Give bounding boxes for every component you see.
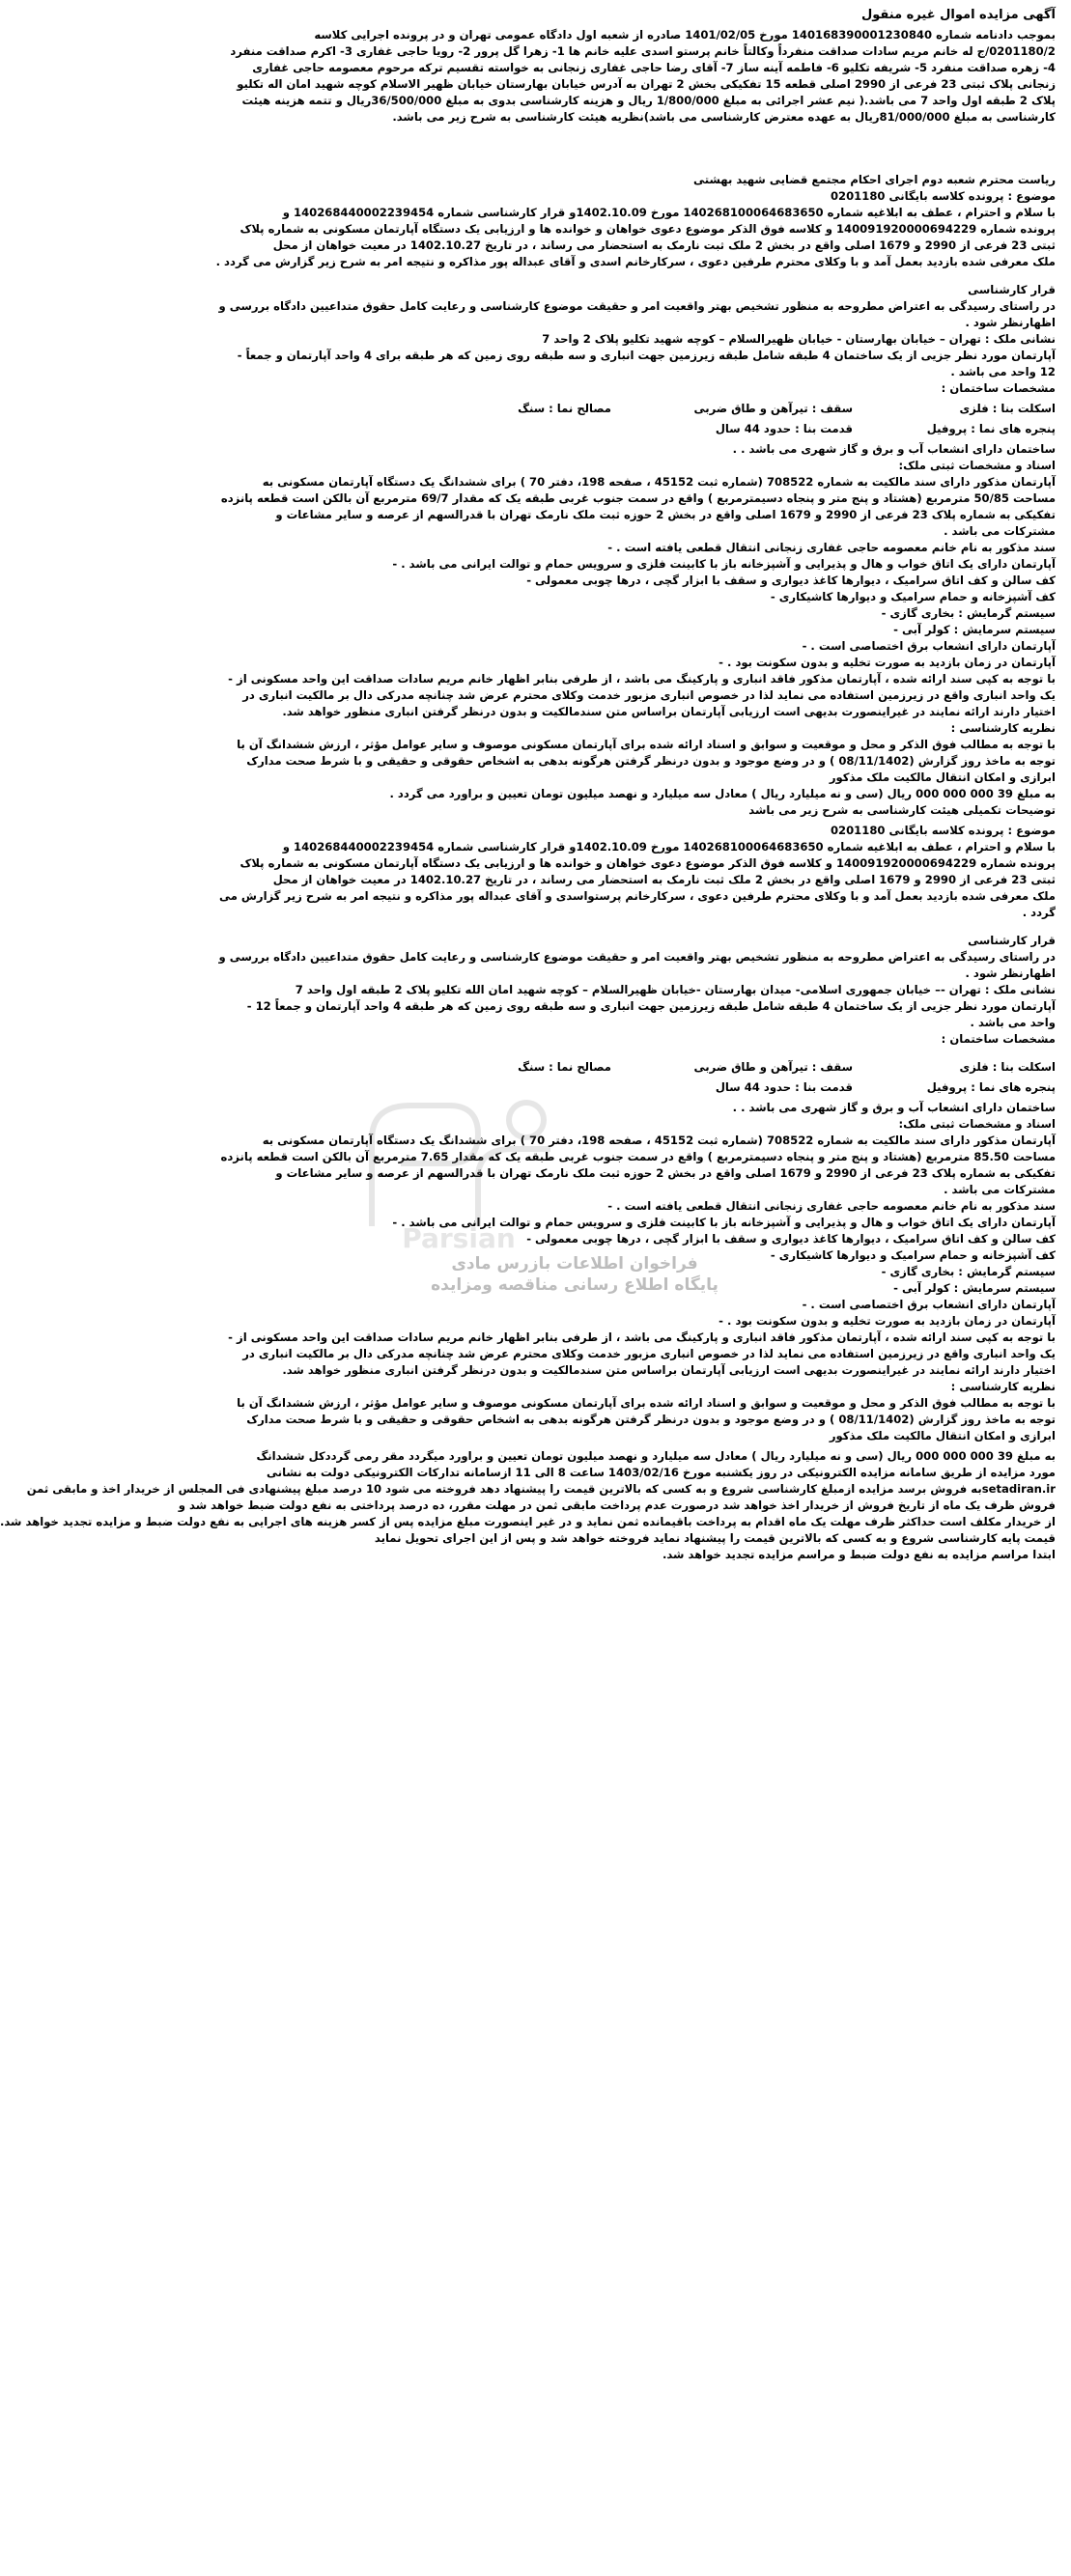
text-line: به مبلغ 39 000 000 000 ریال (سی و نه میلیارد ریال ) معادل سه میلیارد و نهصد میلیون تومان تعیین و براورد می گردد . — [389, 787, 1056, 800]
footer-lines — [0, 1448, 1056, 1563]
spec-skeleton: اسکلت بنا : فلزی — [959, 1060, 1056, 1074]
text-line: اسناد و مشخصات ثبتی ملک: — [898, 1117, 1056, 1131]
report2-spec-row-2 — [98, 1079, 1056, 1096]
text-line: تفکیکی به شماره پلاک 23 فرعی از 2990 و 1679 اصلی واقع در بخش 2 حوزه ثبت ملک نارمک تهران با قدرالسهم از عرصه و سایر مشاعات و — [275, 508, 1056, 521]
text-line: نظریه کارشناسی : — [950, 1380, 1056, 1393]
text-line: آپارتمان مورد نظر جزیی از یک ساختمان 4 طبقه شامل طبقه زیرزمین جهت انباری و سه طبقه روی زمین که هر طبقه 4 واحد آپارتمان و جمعاً 12 - — [246, 999, 1056, 1013]
notice-title: آگهی مزایده اموال غیره منقول — [861, 8, 1056, 22]
text-line: با توجه به مطالب فوق الذکر و محل و موقعیت و سوابق و اسناد ارائه شده برای آپارتمان مسکونی موصوف و سایر عوامل مؤثر ، ارزش ششدانگ آن با — [237, 738, 1056, 751]
text-line: توجه به ماخذ روز گزارش (08/11/1402 ) و در وضع موجود و بدون درنظر گرفتن هرگونه بدهی به اشخاص حقوقی و حقیقی و با شرط صحت مدارک — [246, 754, 1056, 768]
spec-skeleton: اسکلت بنا : فلزی — [959, 402, 1056, 415]
text-line: ملک معرفی شده بازدید بعمل آمد و با وکلای محترم طرفین دعوی ، سرکارخانم پرستواسدی و آقای عبداله پور مذاکره و نتیجه امر به شرح زیر گزارش می — [218, 889, 1056, 903]
expert-report-2 — [98, 823, 1056, 1444]
text-line: ملک معرفی شده بازدید بعمل آمد و با وکلای محترم طرفین دعوی ، سرکارخانم اسدی و آقای عبداله پور مذاکره و نتیجه امر به شرح زیر گزارش می گردد . — [215, 255, 1056, 268]
text-line: پلاک 2 طبقه اول واحد 7 می باشد.( نیم عشر اجرائی به مبلغ 1/800/000 ریال و هزینه کارشناسی بدوی به مبلغ 36/500/000ریال و تتمه هزینه هیئت — [241, 94, 1056, 107]
text-line: موضوع : پرونده کلاسه بایگانی 0201180 — [830, 824, 1056, 837]
text-line: کف آشپزخانه و حمام سرامیک و دیوارها کاشیکاری - — [770, 1248, 1056, 1262]
text-line: سند مذکور به نام خانم معصومه حاجی غفاری زنجانی انتقال قطعی یافته است . - — [607, 1199, 1056, 1213]
spec-age: قدمت بنا : حدود 44 سال — [715, 1080, 853, 1094]
text-line: سند مذکور به نام خانم معصومه حاجی غفاری زنجانی انتقال قطعی یافته است . - — [607, 541, 1056, 554]
spec-age: قدمت بنا : حدود 44 سال — [715, 422, 853, 435]
watermark-line-1: فراخوان اطلاعات بازرس مادی — [451, 1254, 698, 1274]
text-line: 0201180/2/ج له خانم مریم سادات صداقت منفرداً وکالتاً خانم پرستو اسدی علیه خانم ها 1- زهرا گل پرور 2- رویا حاجی غفاری 3- اکرم صداقت منفرد — [230, 44, 1056, 58]
spec-facade: مصالح نما : سنگ — [518, 1060, 611, 1074]
text-line: در راستای رسیدگی به اعتراض مطروحه به منظور تشخیص بهتر واقعیت امر و حقیقت موضوع کارشناسی و رعایت کامل حقوق متداعیین دادگاه بررسی و — [218, 299, 1056, 313]
text-line: تفکیکی به شماره پلاک 23 فرعی از 2990 و 1679 اصلی واقع در بخش 2 حوزه ثبت ملک نارمک تهران با قدرالسهم از عرصه و سایر مشاعات و — [275, 1166, 1056, 1180]
text-line: پرونده شماره 140091920000694229 و کلاسه فوق الذکر موضوع دعوی خواهان و خوانده ها و ارزیابی یک دستگاه آپارتمان مسکونی به شماره پلاک — [240, 222, 1056, 236]
text-line: آپارتمان مذکور دارای سند مالکیت به شماره 708522 (شماره ثبت 45152 ، صفحه 198، دفتر 70 ) برای ششدانگ یک دستگاه آپارتمان مسکونی به — [262, 1134, 1056, 1147]
text-line: یک واحد انباری واقع در زیرزمین استفاده می نماید لذا در خصوص انباری مزبور خدمت وکلای محترم عرض شد چنانچه مدرکی دال بر مالکیت انباری در — [242, 688, 1056, 702]
report1-details — [98, 441, 1056, 819]
text-line: آپارتمان مذکور دارای سند مالکیت به شماره 708522 (شماره ثبت 45152 ، صفحه 198، دفتر 70 ) برای ششدانگ یک دستگاه آپارتمان مسکونی به — [262, 475, 1056, 489]
text-line: کف آشپزخانه و حمام سرامیک و دیوارها کاشیکاری - — [770, 590, 1056, 603]
text-line: آپارتمان دارای انشعاب برق اختصاصی است . - — [802, 639, 1056, 653]
spec-roof: سقف : تیرآهن و طاق ضربی — [693, 1060, 853, 1074]
text-line: اختیار دارند ارائه نمایند در غیراینصورت بدیهی است ارزیابی آپارتمان براساس متن سندمالکیت و بدون درنظر گرفتن انباری منظور خواهد شد. — [282, 705, 1056, 718]
text-line: با توجه به کپی سند ارائه شده ، آپارتمان مذکور فاقد انباری و پارکینگ می باشد ، از طرفی بنابر اظهار خانم مریم سادات صداقت این واحد مسکونی از - — [228, 672, 1056, 686]
text-line: قرار کارشناسی — [968, 283, 1056, 296]
text-line: زنجانی پلاک ثبتی 23 فرعی از 2990 اصلی قطعه 15 تفکیکی بخش 2 تهران به آدرس خیابان بهارستان خیابان ظهیر الاسلام کوچه شهید امان اله تکلیو — [237, 77, 1056, 91]
report2-details — [98, 1100, 1056, 1444]
text-line: با توجه به کپی سند ارائه شده ، آپارتمان مذکور فاقد انباری و پارکینگ می باشد ، از طرفی بنابر اظهار خانم مریم سادات صداقت این واحد مسکونی از - — [228, 1330, 1056, 1344]
text-line: 4- زهره صداقت منفرد 5- شریفه تکلیو 6- فاطمه آینه ساز 7- آقای رضا حاجی غفاری زنجانی به خواسته تقسیم ترکه مرحوم معصومه حاجی غفاری — [252, 61, 1056, 74]
notice-header — [98, 6, 1056, 126]
text-line: به مبلغ 39 000 000 000 ریال (سی و نه میلیارد ریال ) معادل سه میلیارد و نهصد میلیون تومان تعیین و براورد میگردد مقر رمی گرددکل ششدانگ — [256, 1449, 1056, 1463]
text-line: در راستای رسیدگی به اعتراض مطروحه به منظور تشخیص بهتر واقعیت امر و حقیقت موضوع کارشناسی و رعایت کامل حقوق متداعیین دادگاه بررسی و — [218, 950, 1056, 964]
text-line: با توجه به مطالب فوق الذکر و محل و موقعیت و سوابق و اسناد ارائه شده برای آپارتمان مسکونی موصوف و سایر عوامل مؤثر ، ارزش ششدانگ آن با — [237, 1396, 1056, 1410]
text-line: کف سالن و کف اتاق سرامیک ، دیوارها کاغذ دیواری و سقف با ابزار گچی ، درها چوبی معمولی - — [526, 1232, 1056, 1246]
text-line: اظهارنظر شود . — [965, 966, 1056, 980]
text-line: مورد مزایده از طریق سامانه مزایده الکترونیکی در روز یکشنبه مورخ 1403/02/16 ساعت 8 الی 11 ازسامانه تدارکات الکترونیکی دولت به نشانی — [267, 1466, 1056, 1479]
text-line: مشخصات ساختمان : — [941, 381, 1056, 395]
header-lines — [98, 27, 1056, 126]
auction-terms — [0, 1448, 1056, 1563]
text-line: مساحت 50/85 مترمربع (هشتاد و پنج متر و پنجاه دسیمترمربع ) واقع در سمت جنوب غربی طبقه یک که مقدار 69/7 مترمربع آن بالکن است قطعه پانزده — [220, 491, 1056, 505]
text-line: پرونده شماره 140091920000694229 و کلاسه فوق الذکر موضوع دعوی خواهان و خوانده ها و ارزیابی یک دستگاه آپارتمان مسکونی به شماره پلاک — [240, 856, 1056, 870]
report1-intro — [98, 172, 1056, 270]
text-line: مساحت 85.50 مترمربع (هشتاد و پنج متر و پنجاه دسیمترمربع ) واقع در سمت جنوب غربی طبقه یک که مقدار 7.65 مترمربع آن بالکن است قطعه پانزده — [220, 1150, 1056, 1163]
expert-report-1 — [98, 172, 1056, 819]
text-line: ابتدا مراسم مزایده به نفع دولت ضبط و مراسم مزایده تجدید خواهد شد. — [662, 1548, 1056, 1561]
text-line: آپارتمان در زمان بازدید به صورت تخلیه و بدون سکونت بود . - — [719, 1314, 1056, 1328]
report1-spec-row-1 — [98, 401, 1056, 417]
text-line: ساختمان دارای انشعاب آب و برق و گاز شهری می باشد . . — [732, 442, 1056, 456]
text-line: setadiran.irبه فروش برسد مزایده ازمبلغ کارشناسی شروع و به کسی که بالاترین قیمت را پیشنهاد دهد فروخته می شود 10 درصد مبلغ پیشنهادی فی المجلس از خریدار اخذ و مابقی ثمن — [26, 1482, 1056, 1496]
report1-assignment — [98, 282, 1056, 397]
text-line: سیستم سرمایش : کولر آبی - — [893, 1281, 1056, 1295]
watermark-brand: Parsian — [402, 1222, 516, 1254]
text-line: ریاست محترم شعبه دوم اجرای احکام مجتمع قضایی شهید بهشتی — [693, 173, 1056, 186]
report1-spec-row-2 — [98, 421, 1056, 437]
text-line: 12 واحد می باشد . — [950, 365, 1056, 378]
text-line: ابرازی و امکان انتقال مالکیت ملک مذکور — [829, 770, 1056, 784]
text-line: سیستم گرمایش : بخاری گازی - — [881, 1265, 1056, 1278]
text-line: آپارتمان در زمان بازدید به صورت تخلیه و بدون سکونت بود . - — [719, 656, 1056, 669]
text-line: گردد . — [1022, 906, 1056, 919]
report2-spec-row-1 — [98, 1059, 1056, 1076]
text-line: ابرازی و امکان انتقال مالکیت ملک مذکور — [829, 1429, 1056, 1442]
text-line: ساختمان دارای انشعاب آب و برق و گاز شهری می باشد . . — [732, 1101, 1056, 1114]
text-line: فروش ظرف یک ماه از تاریخ فروش از خریدار اخذ خواهد شد درصورت عدم پرداخت مابقی ثمن در مهلت مقرر، ده درصد پرداختی به نفع دولت ضبط خواهد شد و — [178, 1498, 1056, 1512]
spec-windows: پنجره های نما : پروفیل — [926, 1080, 1056, 1094]
text-line: از خریدار مکلف است حداکثر ظرف مهلت یک ماه اقدام به پرداخت باقیمانده ثمن نماید و در غیر اینصورت مبلغ مزایده پس از کسر هزینه های اجرایی به نفع دولت ضبط و مزایده تجدید خواهد شد. — [0, 1515, 1056, 1528]
text-line: سیستم گرمایش : بخاری گازی - — [881, 606, 1056, 620]
text-line: مشخصات ساختمان : — [941, 1032, 1056, 1046]
text-line: قیمت پایه کارشناسی شروع و به کسی که بالاترین قیمت را پیشنهاد نماید فروخته خواهد شد و پس از این اجرای تحویل نماید — [374, 1531, 1056, 1545]
text-line: ثبتی 23 فرعی از 2990 و 1679 اصلی واقع در بخش 2 ملک ثبت نارمک به استحضار می رساند ، در تاریخ 1402.10.27 در معیت خواهان از محل — [272, 238, 1056, 252]
report2-assignment — [98, 933, 1056, 1048]
text-line: توجه به ماخذ روز گزارش (08/11/1402 ) و در وضع موجود و بدون درنظر گرفتن هرگونه بدهی به اشخاص حقوقی و حقیقی و با شرط صحت مدارک — [246, 1413, 1056, 1426]
text-line: کارشناسی به مبلغ 81/000/000ریال به عهده معترض کارشناسی می باشد)نظریه هیئت کارشناسی به شرح زیر می باشد. — [392, 110, 1056, 124]
text-line: با سلام و احترام ، عطف به ابلاغیه شماره 140268100064683650 مورخ 1402.10.09و قرار کارشناسی شماره 140268440002239454 و — [282, 206, 1056, 219]
text-line: توضیحات تکمیلی هیئت کارشناسی به شرح زیر می باشد — [748, 803, 1056, 817]
report2-intro — [98, 823, 1056, 921]
spec-windows: پنجره های نما : پروفیل — [926, 422, 1056, 435]
text-line: اسناد و مشخصات ثبتی ملک: — [898, 459, 1056, 472]
spec-facade: مصالح نما : سنگ — [518, 402, 611, 415]
text-line: نظریه کارشناسی : — [950, 721, 1056, 735]
text-line: کف سالن و کف اتاق سرامیک ، دیوارها کاغذ دیواری و سقف با ابزار گچی ، درها چوبی معمولی - — [526, 574, 1056, 587]
text-line: نشانی ملک : تهران – خیابان بهارستان - خیابان ظهیرالسلام – کوچه شهید تکلیو پلاک 2 واحد 7 — [542, 332, 1056, 346]
text-line: اظهارنظر شود . — [965, 316, 1056, 329]
text-line: قرار کارشناسی — [968, 934, 1056, 947]
text-line: نشانی ملک : تهران -– خیابان جمهوری اسلامی- میدان بهارستان -خیابان ظهیرالسلام – کوچه شهید امان الله تکلیو پلاک 2 طبقه اول واحد 7 — [295, 983, 1056, 996]
text-line: آپارتمان دارای یک اتاق خواب و هال و پذیرایی و آشپزخانه باز با کابینت فلزی و سرویس حمام و توالت ایرانی می باشد . - — [392, 557, 1056, 571]
text-line: سیستم سرمایش : کولر آبی - — [893, 623, 1056, 636]
text-line: اختیار دارند ارائه نمایند در غیراینصورت بدیهی است ارزیابی آپارتمان براساس متن سندمالکیت و بدون درنظر گرفتن انباری منظور خواهد شد. — [282, 1363, 1056, 1377]
text-line: آپارتمان مورد نظر جزیی از یک ساختمان 4 طبقه شامل طبقه زیرزمین جهت انباری و سه طبقه روی زمین که هر طبقه برای 4 واحد آپارتمان و جمعاً - — [237, 349, 1056, 362]
text-line: مشترکات می باشد . — [944, 1183, 1056, 1196]
spec-roof: سقف : تیرآهن و طاق ضربی — [693, 402, 853, 415]
text-line: یک واحد انباری واقع در زیرزمین استفاده می نماید لذا در خصوص انباری مزبور خدمت وکلای محترم عرض شد چنانچه مدرکی دال بر مالکیت انباری در — [242, 1347, 1056, 1360]
text-line: بموجب دادنامه شماره 140168390001230840 مورخ 1401/02/05 صادره از شعبه اول دادگاه عمومی تهران و در پرونده اجرایی کلاسه — [314, 28, 1056, 42]
watermark-line-2: پایگاه اطلاع رسانی مناقصه ومزایده — [431, 1275, 719, 1295]
text-line: موضوع : پرونده کلاسه بایگانی 0201180 — [830, 189, 1056, 203]
text-line: آپارتمان دارای یک اتاق خواب و هال و پذیرایی و آشپزخانه باز با کابینت فلزی و سرویس حمام و توالت ایرانی می باشد . - — [392, 1216, 1056, 1229]
text-line: مشترکات می باشد . — [944, 524, 1056, 538]
text-line: با سلام و احترام ، عطف به ابلاغیه شماره 140268100064683650 مورخ 1402.10.09و قرار کارشناسی شماره 140268440002239454 و — [282, 840, 1056, 854]
text-line: آپارتمان دارای انشعاب برق اختصاصی است . - — [802, 1298, 1056, 1311]
text-line: واحد می باشد . — [970, 1016, 1056, 1029]
text-line: ثبتی 23 فرعی از 2990 و 1679 اصلی واقع در بخش 2 ملک ثبت نارمک به استحضار می رساند ، در تاریخ 1402.10.27 در معیت خواهان از محل — [272, 873, 1056, 886]
